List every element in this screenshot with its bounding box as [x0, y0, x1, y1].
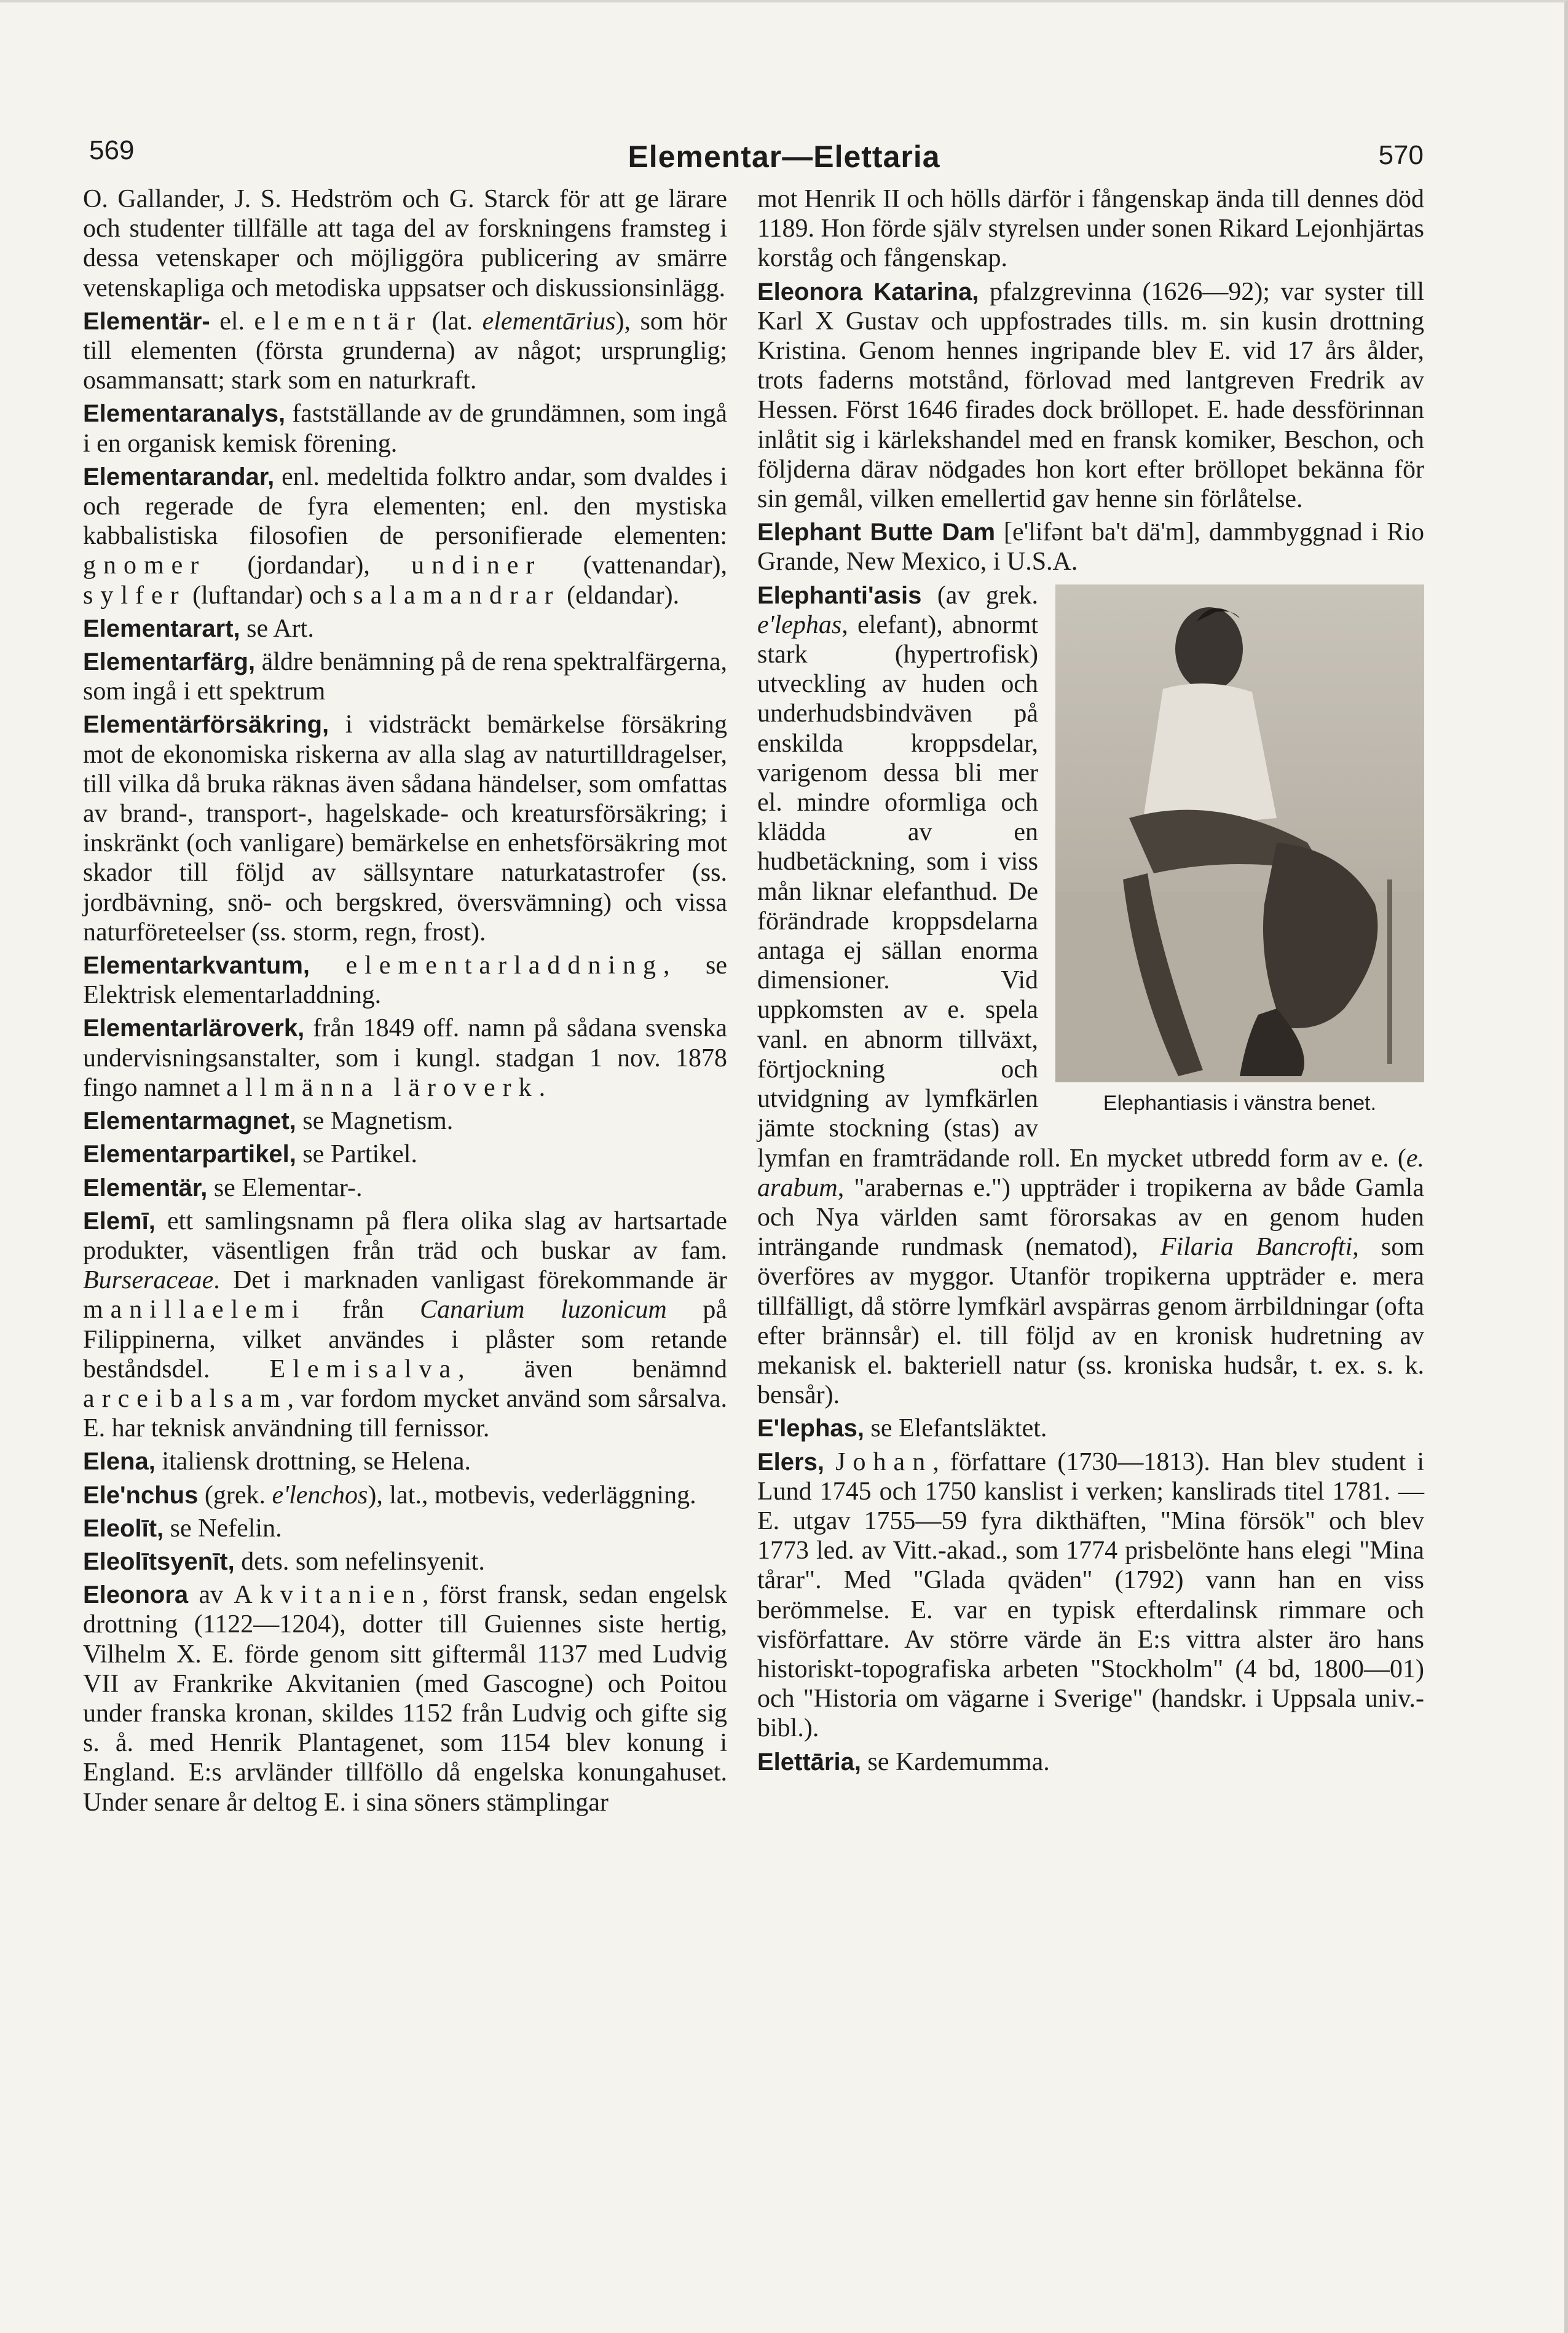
entry-eleonora: Eleonora av Akvitanien, först fransk, sedan engelsk drottning (1122—1204), dotter till Guiennes siste hertig, Vilhelm X. E. förde genom sitt giftermål 1137 med Ludvig VII av Frankrike Akvitanien (med Gascogne) och Poitou under franska kronan, skildes 1152 från Ludvig och gifte sig s. å. med Henrik Plantagenet, som 1154 blev konung i England. E:s arvländer tillföllo då engelska konungahuset. Under senare år deltog E. i sina söners stämplingar	[83, 1581, 727, 1817]
entry-elementarkvantum: Elementarkvantum, elementarladdning, se Elektrisk elementarladdning.	[83, 951, 727, 1010]
headword: E'lephas,	[757, 1415, 865, 1442]
entry-elementarmagnet: Elementarmagnet, se Magnetism.	[83, 1107, 454, 1136]
entry-elettaria: Elettāria, se Kardemumma.	[757, 1747, 1050, 1776]
headword: Elementarandar,	[83, 463, 275, 490]
entry-elementarart: Elementarart, se Art.	[83, 614, 314, 643]
headword: Elemī,	[83, 1207, 156, 1235]
right-column	[757, 184, 1424, 1780]
headword: Elementaranalys,	[83, 400, 286, 428]
headword: Elers,	[757, 1448, 824, 1476]
entry-elementaranalys: Elementaranalys, fastställande av de grundämnen, som ingå i en organisk kemisk förening.	[83, 399, 727, 458]
entry-elementarforsakring: Elementärförsäkring, i vidsträckt bemärkelse försäkring mot de ekonomiska riskerna av alla slag av naturtilldragelser, till vilka då bruka räknas även sådana händelser, som omfattas av brand-, transport-, hagelskade- och kreatursförsäkring; i inskränkt (och vanligare) bemärkelse en enhetsförsäkring mot skador till följd av sällsyntare naturkatastrofer (ss. jordbävning, snö- och bergskred, översvämning) och vissa naturföreteelser (ss. storm, regn, frost).	[83, 710, 727, 946]
entry-elephant-butte-dam: Elephant Butte Dam [e'lifənt ba't dä'm], dammbyggnad i Rio Grande, New Mexico, i U.S.A.	[757, 518, 1424, 576]
page-number-left: 569	[89, 135, 135, 165]
headword: Ele'nchus	[83, 1481, 199, 1509]
continued-text: mot Henrik II och hölls därför i fångenskap ända till dennes död 1189. Hon förde själv styrelsen under sonen Rikard Lejonhjärtas korståg och fångenskap.	[757, 185, 1424, 273]
figure-caption: Elephantiasis i vänstra benet.	[1103, 1091, 1377, 1115]
page-number-right: 570	[1378, 140, 1424, 170]
running-header	[0, 135, 1568, 184]
headword: Elena,	[83, 1448, 156, 1476]
entry-elenchus: Ele'nchus (grek. e'lenchos), lat., motbevis, vederläggning.	[83, 1481, 696, 1509]
elephantiasis-photo	[1055, 584, 1424, 1082]
headword: Elementarfärg,	[83, 648, 256, 676]
entry-elephantiasis: Elephanti'asis (av grek. e'lephas, elefant), abnormt stark (hypertrofisk) utveckling av huden och underhudsbindväven på enskilda kroppsdelar, varigenom dessa bli mer el. mindre oformliga och klädda av en hudbetäckning, som i viss mån liknar elefanthud. De förändrade kroppsdelarna antaga ej sällan enorma dimensioner. Vid uppkomsten av e. spela vanl. en abnorm tillväxt, förtjockning och utvidgning av lymfkärlen jämte stockning (stas) av lymfan en framträdande roll. En mycket utbredd form av e. (e. arabum, "arabernas e.") uppträder i tropikerna av både Gamla och Nya världen samt förorsakas av en genom huden inträngande rundmask (nematod), Filaria Bancrofti, som överföres av myggor. Utanför tropikerna uppträder e. mera tillfälligt, då större lymfkärl avspärras genom ärrbildningar (ofta efter brännsår) el. till följd av en kronisk hudretning av mekanisk el. bakteriell natur (ss. kroniska hudsår, t. ex. s. k. bensår).	[757, 581, 1424, 1410]
entry-eleonora-katarina: Eleonora Katarina, pfalzgrevinna (1626—92); var syster till Karl X Gustav och uppfostrades tills. m. sin kusin drottning Kristina. Genom hennes ingripande blev E. vid 17 års ålder, trots faderns motstånd, förlovad med lantgreven Fredrik av Hessen. Först 1646 firades dock bröllopet. E. hade dessförinnan inlåtit sig i kärlekshandel med en fransk komiker, Beschon, och följderna därav nödgades hon kort efter bröllopet bekänna för sin gemål, vilken emellertid gav henne sin förlåtelse.	[757, 277, 1425, 514]
page-title: Elementar—Elettaria	[628, 140, 940, 174]
headword: Elementarkvantum,	[83, 952, 310, 980]
headword: Elephanti'asis	[757, 581, 922, 609]
left-column	[83, 184, 727, 1821]
headword: Elementarpartikel,	[83, 1141, 296, 1168]
entry-elementar: Elementär- el. elementär (lat. elementārius), som hör till elementen (första grunderna) av något; ursprunglig; osammansatt; stark som en naturkraft.	[83, 307, 727, 395]
headword: Eleonora Katarina,	[757, 278, 979, 305]
headword: Elettāria,	[757, 1748, 861, 1776]
figure	[1055, 584, 1424, 1115]
headword: Elementärförsäkring,	[83, 711, 329, 739]
headword: Elephant Butte Dam	[757, 519, 996, 546]
entry-elementar-ref: Elementär, se Elementar-.	[83, 1173, 363, 1202]
continued-text: O. Gallander, J. S. Hedström och G. Starck för att ge lärare och studenter tillfälle att taga del av forskningens framsteg i dessa vetenskaper och möjliggöra publicering av smärre vetenskapliga och metodiska uppsatser och diskussionsinlägg.	[83, 185, 727, 302]
headword: Eleolīt,	[83, 1514, 164, 1542]
headword: Elementarmagnet,	[83, 1107, 296, 1135]
entry-elementarlaroverk: Elementarläroverk, från 1849 off. namn på sådana svenska undervisningsanstalter, som i kungl. stadgan 1 nov. 1878 fingo namnet allmänna läroverk.	[83, 1014, 727, 1102]
headword: Eleonora	[83, 1581, 189, 1609]
entry-elemi: Elemī, ett samlingsnamn på flera olika slag av hartsartade produkter, väsentligen från träd och buskar av fam. Burseraceae. Det i marknaden vanligast förekommande är manillaelemi från Canarium luzonicum på Filippinerna, vilket användes i plåster som retande beståndsdel. Elemisalva, även benämnd arceibalsam, var fordom mycket använd som sårsalva. E. har teknisk användning till fernissor.	[83, 1206, 727, 1443]
headword: Elementarart,	[83, 615, 240, 642]
entry-eleolit: Eleolīt, se Nefelin.	[83, 1514, 282, 1543]
headword: Elementär-	[83, 307, 210, 335]
entry-elementarfarg: Elementarfärg, äldre benämning på de rena spektralfärgerna, som ingå i ett spektrum	[83, 648, 727, 706]
headword: Elementarläroverk,	[83, 1015, 305, 1042]
entry-elementarpartikel: Elementarpartikel, se Partikel.	[83, 1140, 417, 1169]
entry-eleolitsyenit: Eleolītsyenīt, dets. som nefelinsyenit.	[83, 1547, 485, 1576]
headword: Elementär,	[83, 1174, 208, 1202]
headword: Eleolītsyenīt,	[83, 1548, 235, 1575]
entry-elementarandar: Elementarandar, enl. medeltida folktro andar, som dvaldes i och regerade de fyra elementen; enl. den mystiska kabbalistiska filosofien de personifierade elementen: gnomer (jordandar), undiner (vattenandar), sylfer (luftandar) och salamandrar (eldandar).	[83, 462, 727, 610]
entry-elena: Elena, italiensk drottning, se Helena.	[83, 1447, 471, 1476]
entry-elephas: E'lephas, se Elefantsläktet.	[757, 1414, 1047, 1443]
entry-elers: Elers, Johan, författare (1730—1813). Han blev student i Lund 1745 och 1750 kanslist i verken; kanslirads titel 1781. — E. utgav 1755—59 fyra dikthäften, "Mina försök" och blev 1773 led. av Vitt.-akad., som 1774 prisbelönte hans elegi "Mina tårar". Med "Glada qväden" (1792) vann han en viss berömmelse. E. var en typisk efterdalinsk rimmare och visförfattare. Av större värde än E:s vittra alster äro hans historiskt-topografiska arbeten "Stockholm" (4 bd, 1800—01) och "Historia om vägarne i Sverige" (handskr. i Uppsala univ.-bibl.).	[757, 1447, 1424, 1743]
